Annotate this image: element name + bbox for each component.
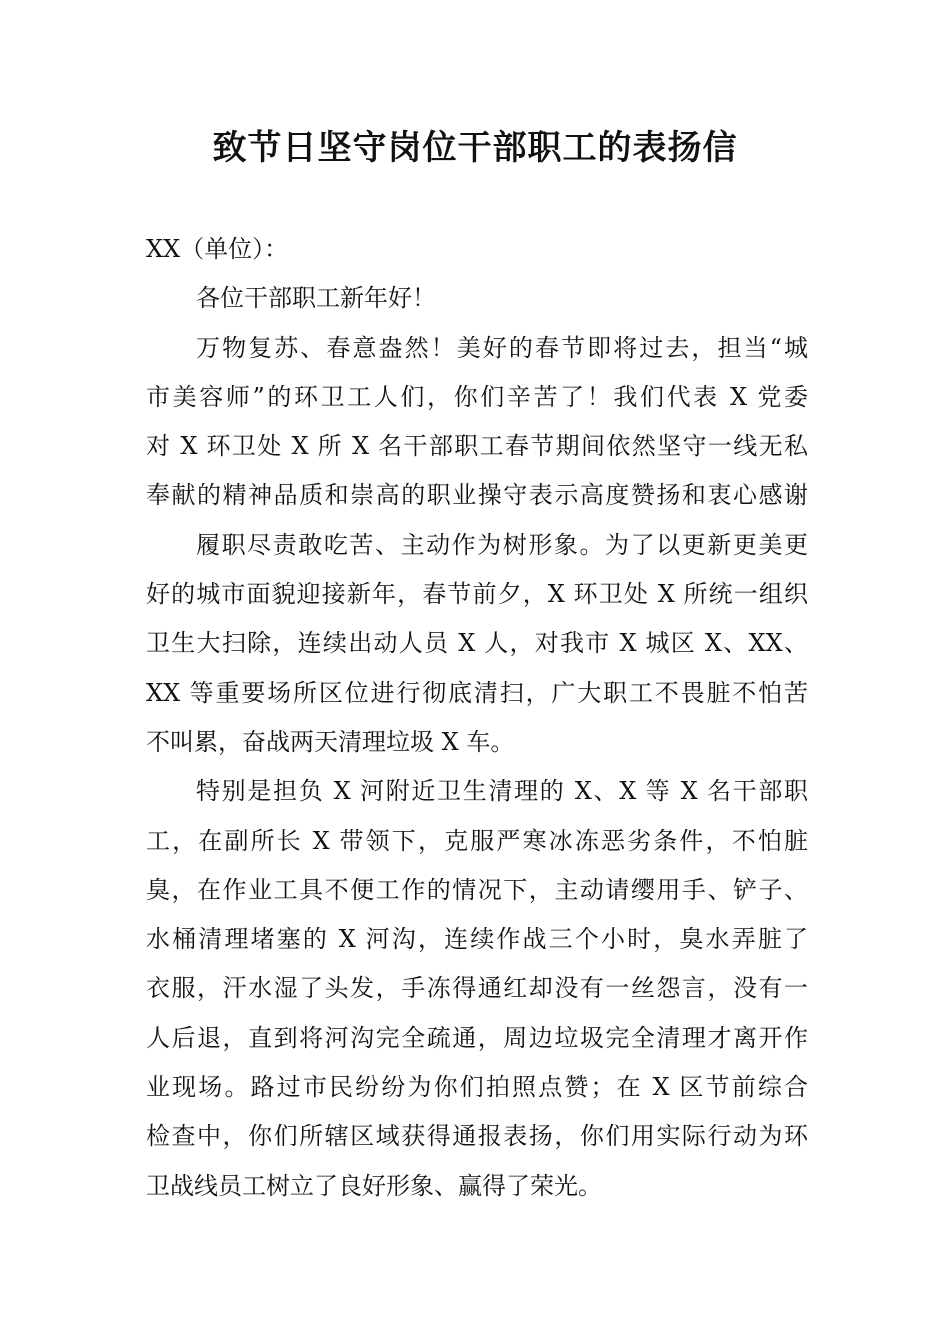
- paragraph-line: XX 等重要场所区位进行彻底清扫，广大职工不畏脏不怕苦: [146, 678, 808, 707]
- paragraph-line: 水桶清理堵塞的 X 河沟，连续作战三个小时，臭水弄脏了: [146, 925, 808, 954]
- paragraph-line: 对 X 环卫处 X 所 X 名干部职工春节期间依然坚守一线无私: [146, 432, 808, 461]
- paragraph-line: 特别是担负 X 河附近卫生清理的 X、X 等 X 名干部职: [196, 777, 808, 806]
- paragraph-line: 市美容师”的环卫工人们，你们辛苦了！我们代表 X 党委: [146, 382, 808, 411]
- paragraph-1: [146, 324, 808, 521]
- paragraph-line: 万物复苏、春意盎然！美好的春节即将过去，担当“城: [196, 333, 808, 362]
- paragraph-line: 衣服，汗水湿了头发，手冻得通红却没有一丝怨言，没有一: [146, 974, 808, 1003]
- paragraph-line: 好的城市面貌迎接新年，春节前夕，X 环卫处 X 所统一组织: [146, 580, 808, 609]
- paragraph-line: 人后退，直到将河沟完全疏通，周边垃圾完全清理才离开作: [146, 1023, 808, 1052]
- paragraph-line: 履职尽责敢吃苦、主动作为树形象。为了以更新更美更: [196, 530, 808, 559]
- document-title: 致节日坚守岗位干部职工的表扬信: [212, 128, 738, 168]
- paragraph-line: 奉献的精神品质和崇高的职业操守表示高度赞扬和衷心感谢: [146, 481, 808, 510]
- salutation: XX（单位）：: [146, 235, 289, 263]
- paragraph-line: 卫战线员工树立了良好形象、赢得了荣光。: [146, 1171, 602, 1200]
- paragraph-line: 工，在副所长 X 带领下，克服严寒冰冻恶劣条件，不怕脏: [146, 826, 808, 855]
- paragraph-line: 检查中，你们所辖区域获得通报表扬，你们用实际行动为环: [146, 1122, 808, 1151]
- paragraph-3: [146, 767, 808, 1211]
- document-body: [146, 225, 808, 1211]
- paragraph-line: 卫生大扫除，连续出动人员 X 人，对我市 X 城区 X、XX、: [146, 629, 808, 658]
- paragraph-line: 臭，在作业工具不便工作的情况下，主动请缨用手、铲子、: [146, 875, 808, 904]
- paragraph-line: 不叫累，奋战两天清理垃圾 X 车。: [146, 727, 515, 756]
- greeting: 各位干部职工新年好！: [196, 284, 436, 313]
- paragraph-2: [146, 521, 808, 767]
- paragraph-line: 业现场。路过市民纷纷为你们拍照点赞；在 X 区节前综合: [146, 1073, 808, 1102]
